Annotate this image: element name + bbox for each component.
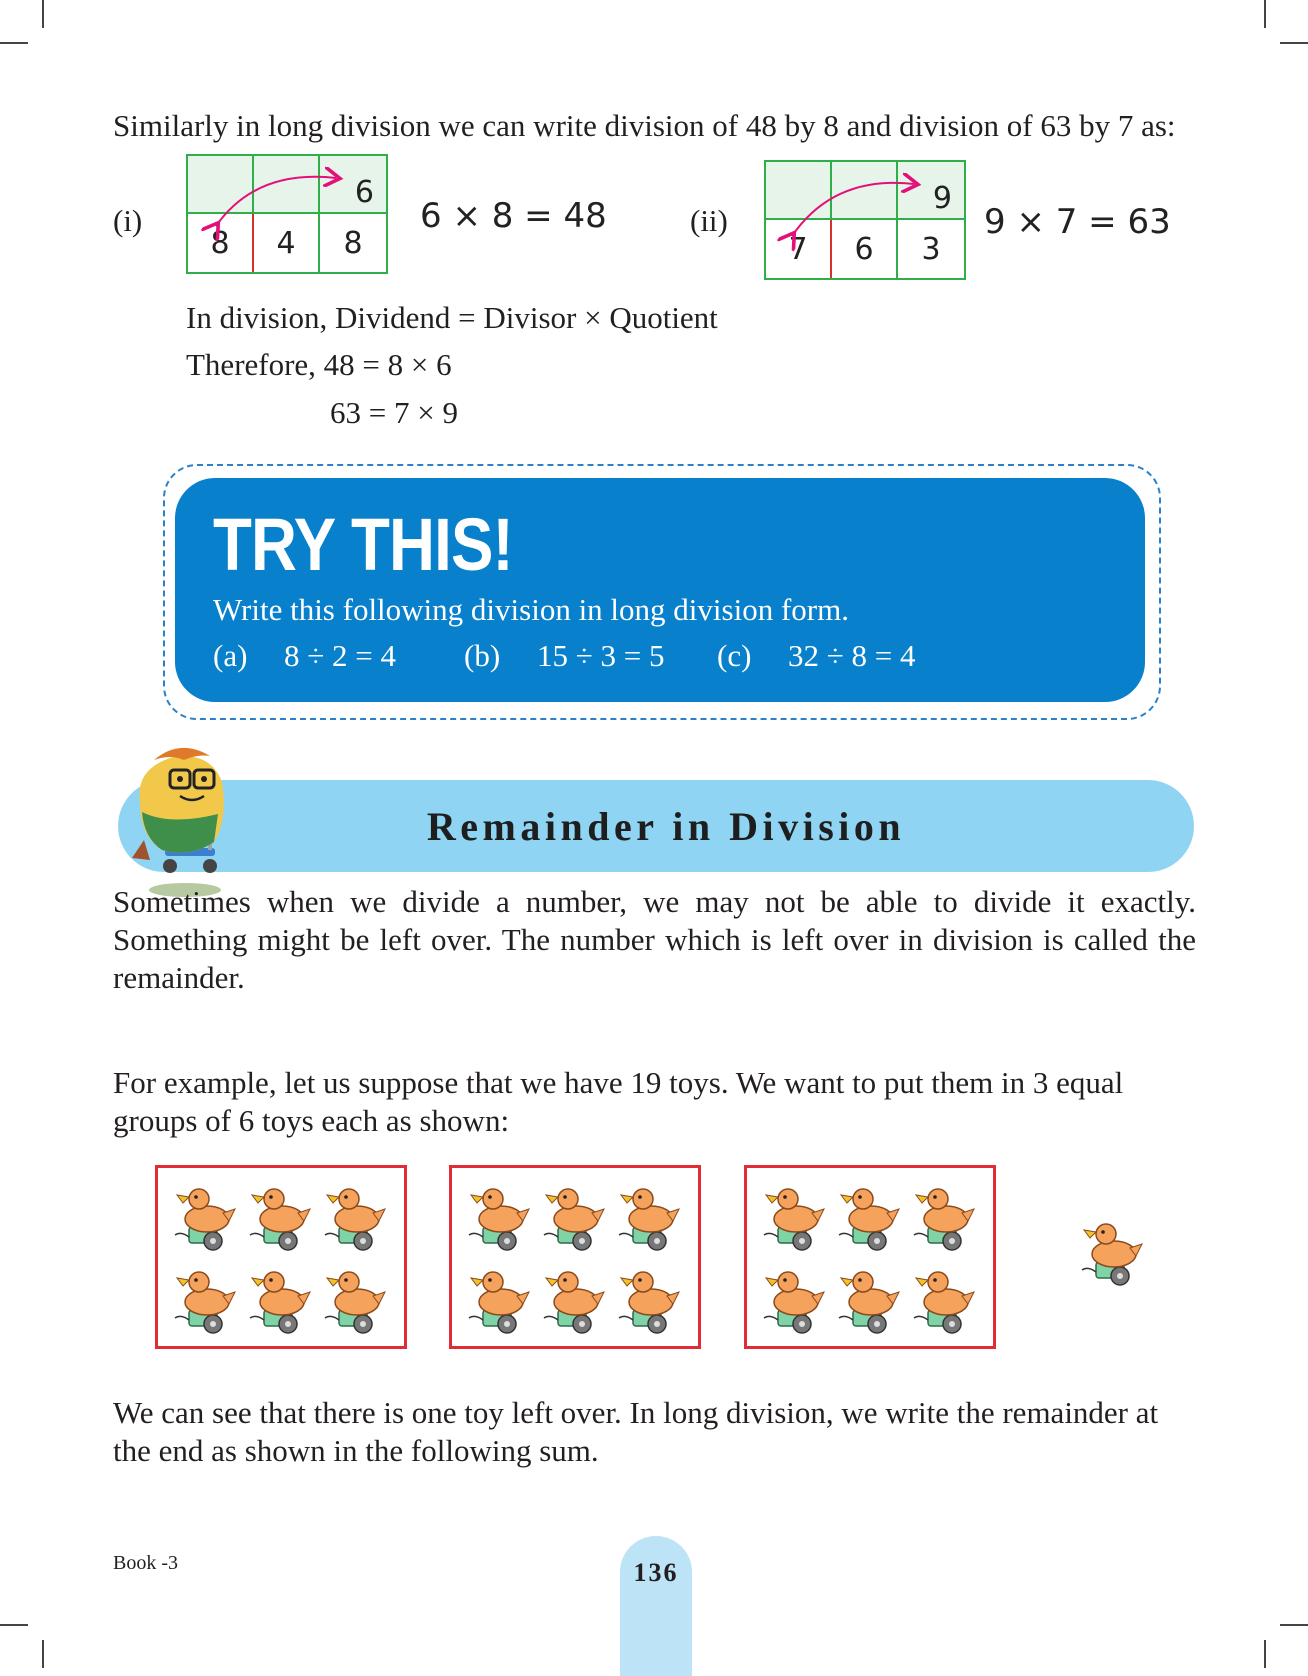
page-number: 136 — [633, 1558, 679, 1587]
duck-toy-icon — [243, 1174, 318, 1257]
duck-toy-icon — [537, 1174, 612, 1257]
multiplication-equation: 9 × 7 = 63 — [984, 202, 1171, 242]
dividend-digit: 6 — [854, 231, 874, 267]
crop-mark — [42, 0, 44, 28]
arrow-icon — [764, 160, 968, 284]
dividend-digit: 7 — [788, 231, 808, 267]
toy-group — [155, 1165, 407, 1349]
dividend-digit: 3 — [921, 231, 941, 267]
intro-text: Similarly in long division we can write division of 48 by 8 and division of 63 by 7 as: — [113, 108, 1176, 143]
duck-toy-icon — [243, 1257, 318, 1340]
try-item-expr: 8 ÷ 2 = 4 — [284, 638, 396, 673]
duck-toy-icon — [757, 1174, 832, 1257]
rule-line: In division, Dividend = Divisor × Quotient — [186, 300, 718, 335]
toy-group — [449, 1165, 701, 1349]
crop-mark — [1264, 0, 1266, 28]
leftover-toy — [1080, 1214, 1152, 1298]
crop-mark — [0, 1624, 28, 1626]
example-label: (ii) — [690, 203, 728, 238]
try-this-instruction: Write this following division in long division form. — [213, 592, 849, 627]
rule-line: Therefore, 48 = 8 × 6 — [186, 347, 452, 382]
duck-toy-icon — [613, 1257, 688, 1340]
paragraph: Sometimes when we divide a number, we may not be able to divide it exactly. Something might be left over. The number which is left over in division is called the remainder. — [113, 884, 1196, 995]
crop-mark — [42, 1640, 44, 1668]
duck-toy-icon — [168, 1257, 243, 1340]
try-item-expr: 15 ÷ 3 = 5 — [537, 638, 665, 673]
quotient-digit: 9 — [932, 181, 952, 216]
section-title: Remainder in Division — [426, 803, 906, 849]
duck-toy-icon — [319, 1174, 394, 1257]
crop-mark — [1280, 1624, 1308, 1626]
arrow-icon — [186, 154, 390, 278]
crop-mark — [1264, 1640, 1266, 1668]
duck-toy-icon — [462, 1174, 537, 1257]
dividend-digit: 8 — [343, 225, 363, 261]
duck-toy-icon — [908, 1257, 983, 1340]
duck-toy-icon — [832, 1257, 907, 1340]
crop-mark — [0, 42, 28, 44]
duck-toy-icon — [1080, 1214, 1152, 1293]
try-item-label: (c) — [717, 638, 752, 673]
try-item-expr: 32 ÷ 8 = 4 — [788, 638, 916, 673]
duck-toy-icon — [537, 1257, 612, 1340]
try-item-label: (b) — [464, 638, 501, 673]
page-number-tab — [620, 1536, 692, 1676]
multiplication-equation: 6 × 8 = 48 — [420, 196, 607, 236]
crop-mark — [1280, 42, 1308, 44]
duck-toy-icon — [168, 1174, 243, 1257]
mascot-icon — [110, 730, 260, 902]
duck-toy-icon — [757, 1257, 832, 1340]
duck-toy-icon — [908, 1174, 983, 1257]
toy-group — [744, 1165, 996, 1349]
duck-toy-icon — [832, 1174, 907, 1257]
book-label: Book -3 — [113, 1552, 178, 1574]
dividend-digit: 4 — [276, 225, 296, 261]
example-label: (i) — [113, 203, 143, 238]
duck-toy-icon — [613, 1174, 688, 1257]
try-this-title: TRY THIS! — [213, 503, 513, 586]
try-item-label: (a) — [213, 638, 248, 673]
duck-toy-icon — [462, 1257, 537, 1340]
duck-toy-icon — [319, 1257, 394, 1340]
rule-line: 63 = 7 × 9 — [330, 395, 458, 430]
paragraph: For example, let us suppose that we have 19 toys. We want to put them in 3 equal groups of 6 toys each as shown: — [113, 1065, 1124, 1138]
quotient-digit: 6 — [354, 175, 374, 210]
dividend-digit: 8 — [210, 225, 230, 261]
paragraph: We can see that there is one toy left over. In long division, we write the remainder at the end as shown in the following sum. — [113, 1395, 1159, 1468]
